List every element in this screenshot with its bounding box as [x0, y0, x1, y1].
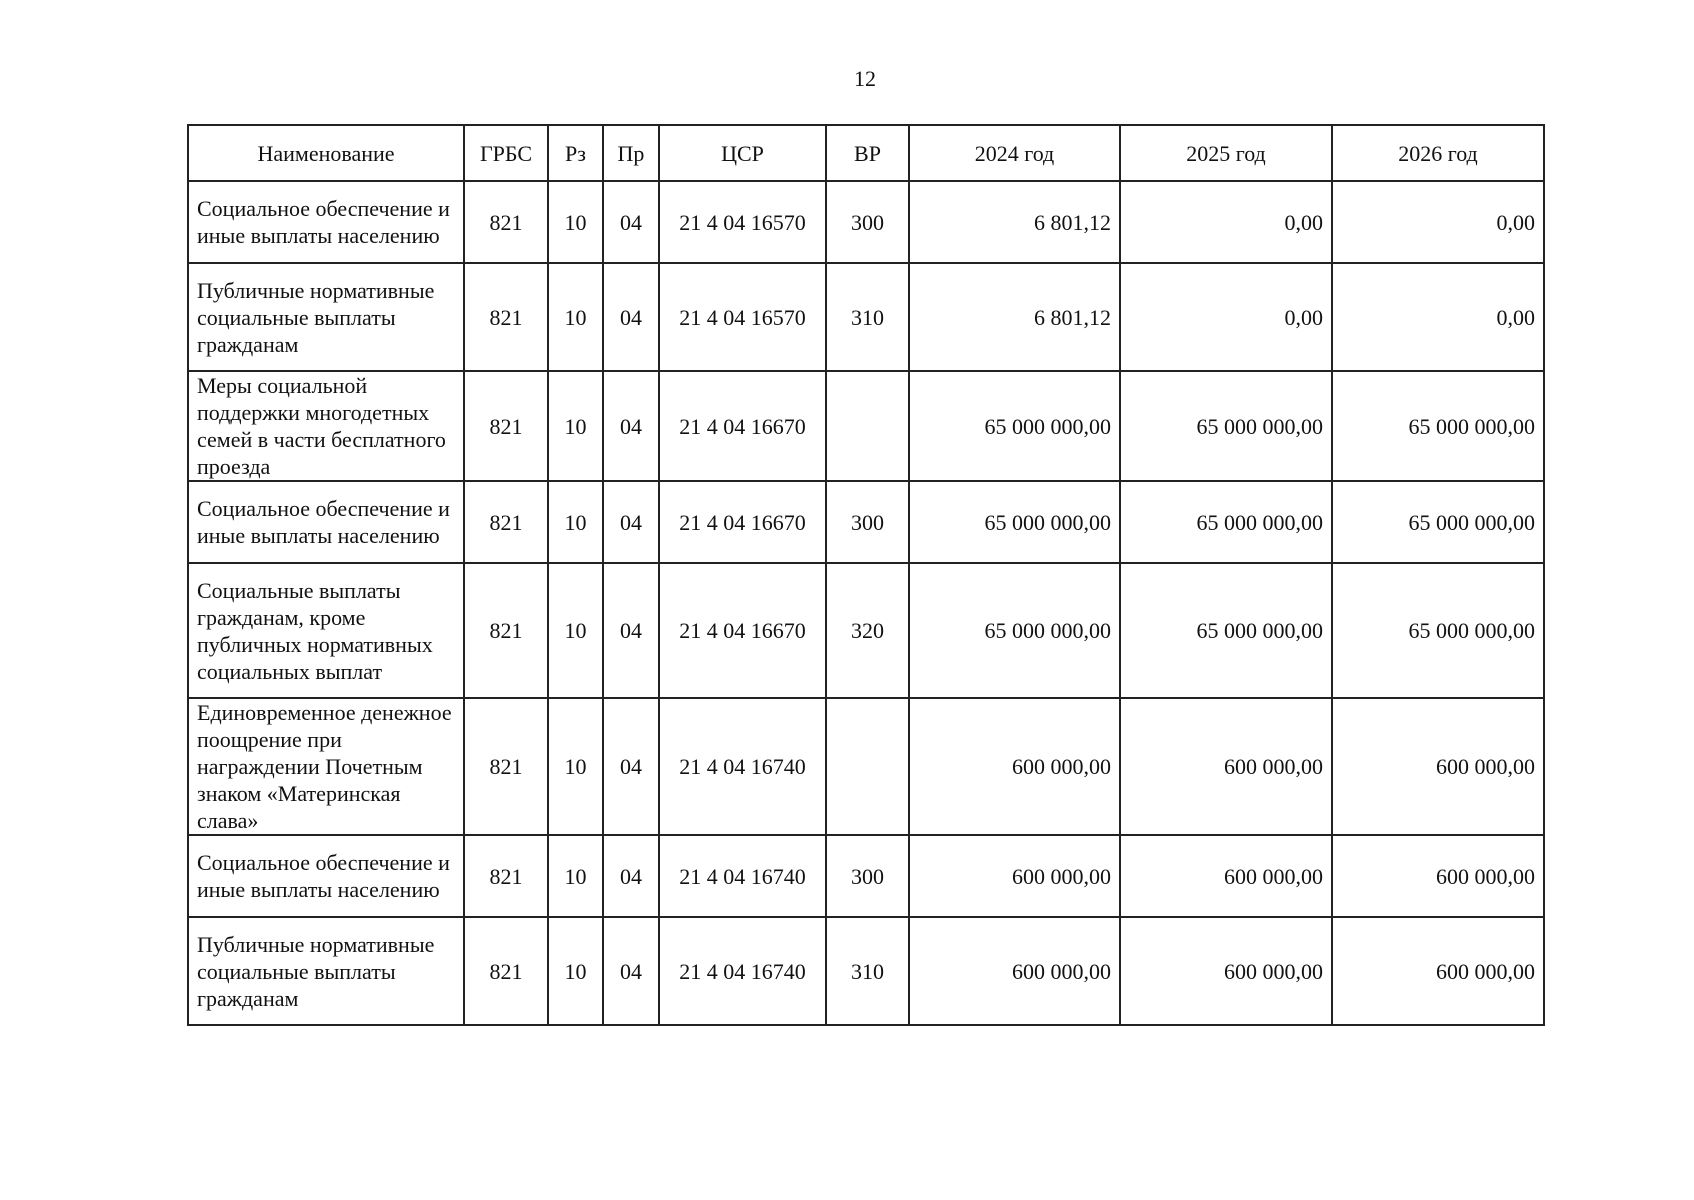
cell-name: Публичные нормативные социальные выплаты гражданам — [188, 263, 464, 371]
cell-csr: 21 4 04 16740 — [659, 917, 826, 1025]
cell-csr: 21 4 04 16670 — [659, 481, 826, 563]
cell-2024: 65 000 000,00 — [909, 371, 1120, 481]
cell-2026: 0,00 — [1332, 263, 1544, 371]
cell-vr: 310 — [826, 263, 909, 371]
header-2025: 2025 год — [1120, 125, 1332, 181]
cell-rz: 10 — [548, 698, 603, 835]
cell-name: Социальное обеспечение и иные выплаты населению — [188, 835, 464, 917]
cell-2026: 0,00 — [1332, 181, 1544, 263]
cell-grbs: 821 — [464, 181, 548, 263]
cell-2024: 600 000,00 — [909, 835, 1120, 917]
budget-table — [187, 124, 1545, 1026]
header-name: Наименование — [188, 125, 464, 181]
cell-2025: 600 000,00 — [1120, 917, 1332, 1025]
cell-2025: 600 000,00 — [1120, 698, 1332, 835]
cell-vr: 300 — [826, 835, 909, 917]
cell-grbs: 821 — [464, 917, 548, 1025]
cell-vr: 310 — [826, 917, 909, 1025]
table-row — [188, 371, 1544, 481]
table-row — [188, 563, 1544, 698]
cell-pr: 04 — [603, 835, 659, 917]
cell-name: Социальные выплаты гражданам, кроме публичных нормативных социальных выплат — [188, 563, 464, 698]
cell-grbs: 821 — [464, 563, 548, 698]
table-row — [188, 835, 1544, 917]
cell-csr: 21 4 04 16670 — [659, 563, 826, 698]
cell-csr: 21 4 04 16670 — [659, 371, 826, 481]
header-vr: ВР — [826, 125, 909, 181]
header-grbs: ГРБС — [464, 125, 548, 181]
table-row — [188, 481, 1544, 563]
cell-2025: 65 000 000,00 — [1120, 481, 1332, 563]
header-rz: Рз — [548, 125, 603, 181]
header-2024: 2024 год — [909, 125, 1120, 181]
table-row — [188, 181, 1544, 263]
cell-vr: 300 — [826, 181, 909, 263]
cell-rz: 10 — [548, 563, 603, 698]
cell-vr — [826, 371, 909, 481]
cell-2025: 65 000 000,00 — [1120, 371, 1332, 481]
cell-2024: 600 000,00 — [909, 917, 1120, 1025]
cell-2024: 65 000 000,00 — [909, 563, 1120, 698]
cell-grbs: 821 — [464, 371, 548, 481]
header-pr: Пр — [603, 125, 659, 181]
cell-rz: 10 — [548, 371, 603, 481]
cell-grbs: 821 — [464, 835, 548, 917]
cell-rz: 10 — [548, 917, 603, 1025]
cell-csr: 21 4 04 16740 — [659, 698, 826, 835]
cell-2025: 600 000,00 — [1120, 835, 1332, 917]
cell-rz: 10 — [548, 481, 603, 563]
cell-name: Меры социальной поддержки многодетных семей в части бесплатного проезда — [188, 371, 464, 481]
cell-2024: 600 000,00 — [909, 698, 1120, 835]
cell-vr — [826, 698, 909, 835]
cell-name: Социальное обеспечение и иные выплаты населению — [188, 181, 464, 263]
cell-2026: 65 000 000,00 — [1332, 563, 1544, 698]
cell-2026: 65 000 000,00 — [1332, 481, 1544, 563]
cell-vr: 300 — [826, 481, 909, 563]
cell-2024: 65 000 000,00 — [909, 481, 1120, 563]
cell-2024: 6 801,12 — [909, 181, 1120, 263]
cell-2026: 600 000,00 — [1332, 835, 1544, 917]
page-number: 12 — [854, 66, 876, 91]
header-2026: 2026 год — [1332, 125, 1544, 181]
cell-pr: 04 — [603, 481, 659, 563]
cell-rz: 10 — [548, 181, 603, 263]
cell-pr: 04 — [603, 371, 659, 481]
cell-name: Единовременное денежное поощрение при награждении Почетным знаком «Материнская слава» — [188, 698, 464, 835]
header-csr: ЦСР — [659, 125, 826, 181]
cell-pr: 04 — [603, 917, 659, 1025]
cell-pr: 04 — [603, 263, 659, 371]
cell-rz: 10 — [548, 263, 603, 371]
cell-2025: 65 000 000,00 — [1120, 563, 1332, 698]
cell-name: Социальное обеспечение и иные выплаты населению — [188, 481, 464, 563]
table-row — [188, 917, 1544, 1025]
cell-2025: 0,00 — [1120, 263, 1332, 371]
cell-grbs: 821 — [464, 263, 548, 371]
cell-pr: 04 — [603, 698, 659, 835]
cell-pr: 04 — [603, 563, 659, 698]
cell-name: Публичные нормативные социальные выплаты гражданам — [188, 917, 464, 1025]
cell-2024: 6 801,12 — [909, 263, 1120, 371]
table-row — [188, 698, 1544, 835]
header-row — [188, 125, 1544, 181]
cell-grbs: 821 — [464, 698, 548, 835]
cell-2026: 65 000 000,00 — [1332, 371, 1544, 481]
cell-2026: 600 000,00 — [1332, 917, 1544, 1025]
cell-rz: 10 — [548, 835, 603, 917]
cell-vr: 320 — [826, 563, 909, 698]
table-row — [188, 263, 1544, 371]
cell-csr: 21 4 04 16740 — [659, 835, 826, 917]
cell-csr: 21 4 04 16570 — [659, 263, 826, 371]
cell-2025: 0,00 — [1120, 181, 1332, 263]
cell-pr: 04 — [603, 181, 659, 263]
cell-csr: 21 4 04 16570 — [659, 181, 826, 263]
cell-2026: 600 000,00 — [1332, 698, 1544, 835]
cell-grbs: 821 — [464, 481, 548, 563]
